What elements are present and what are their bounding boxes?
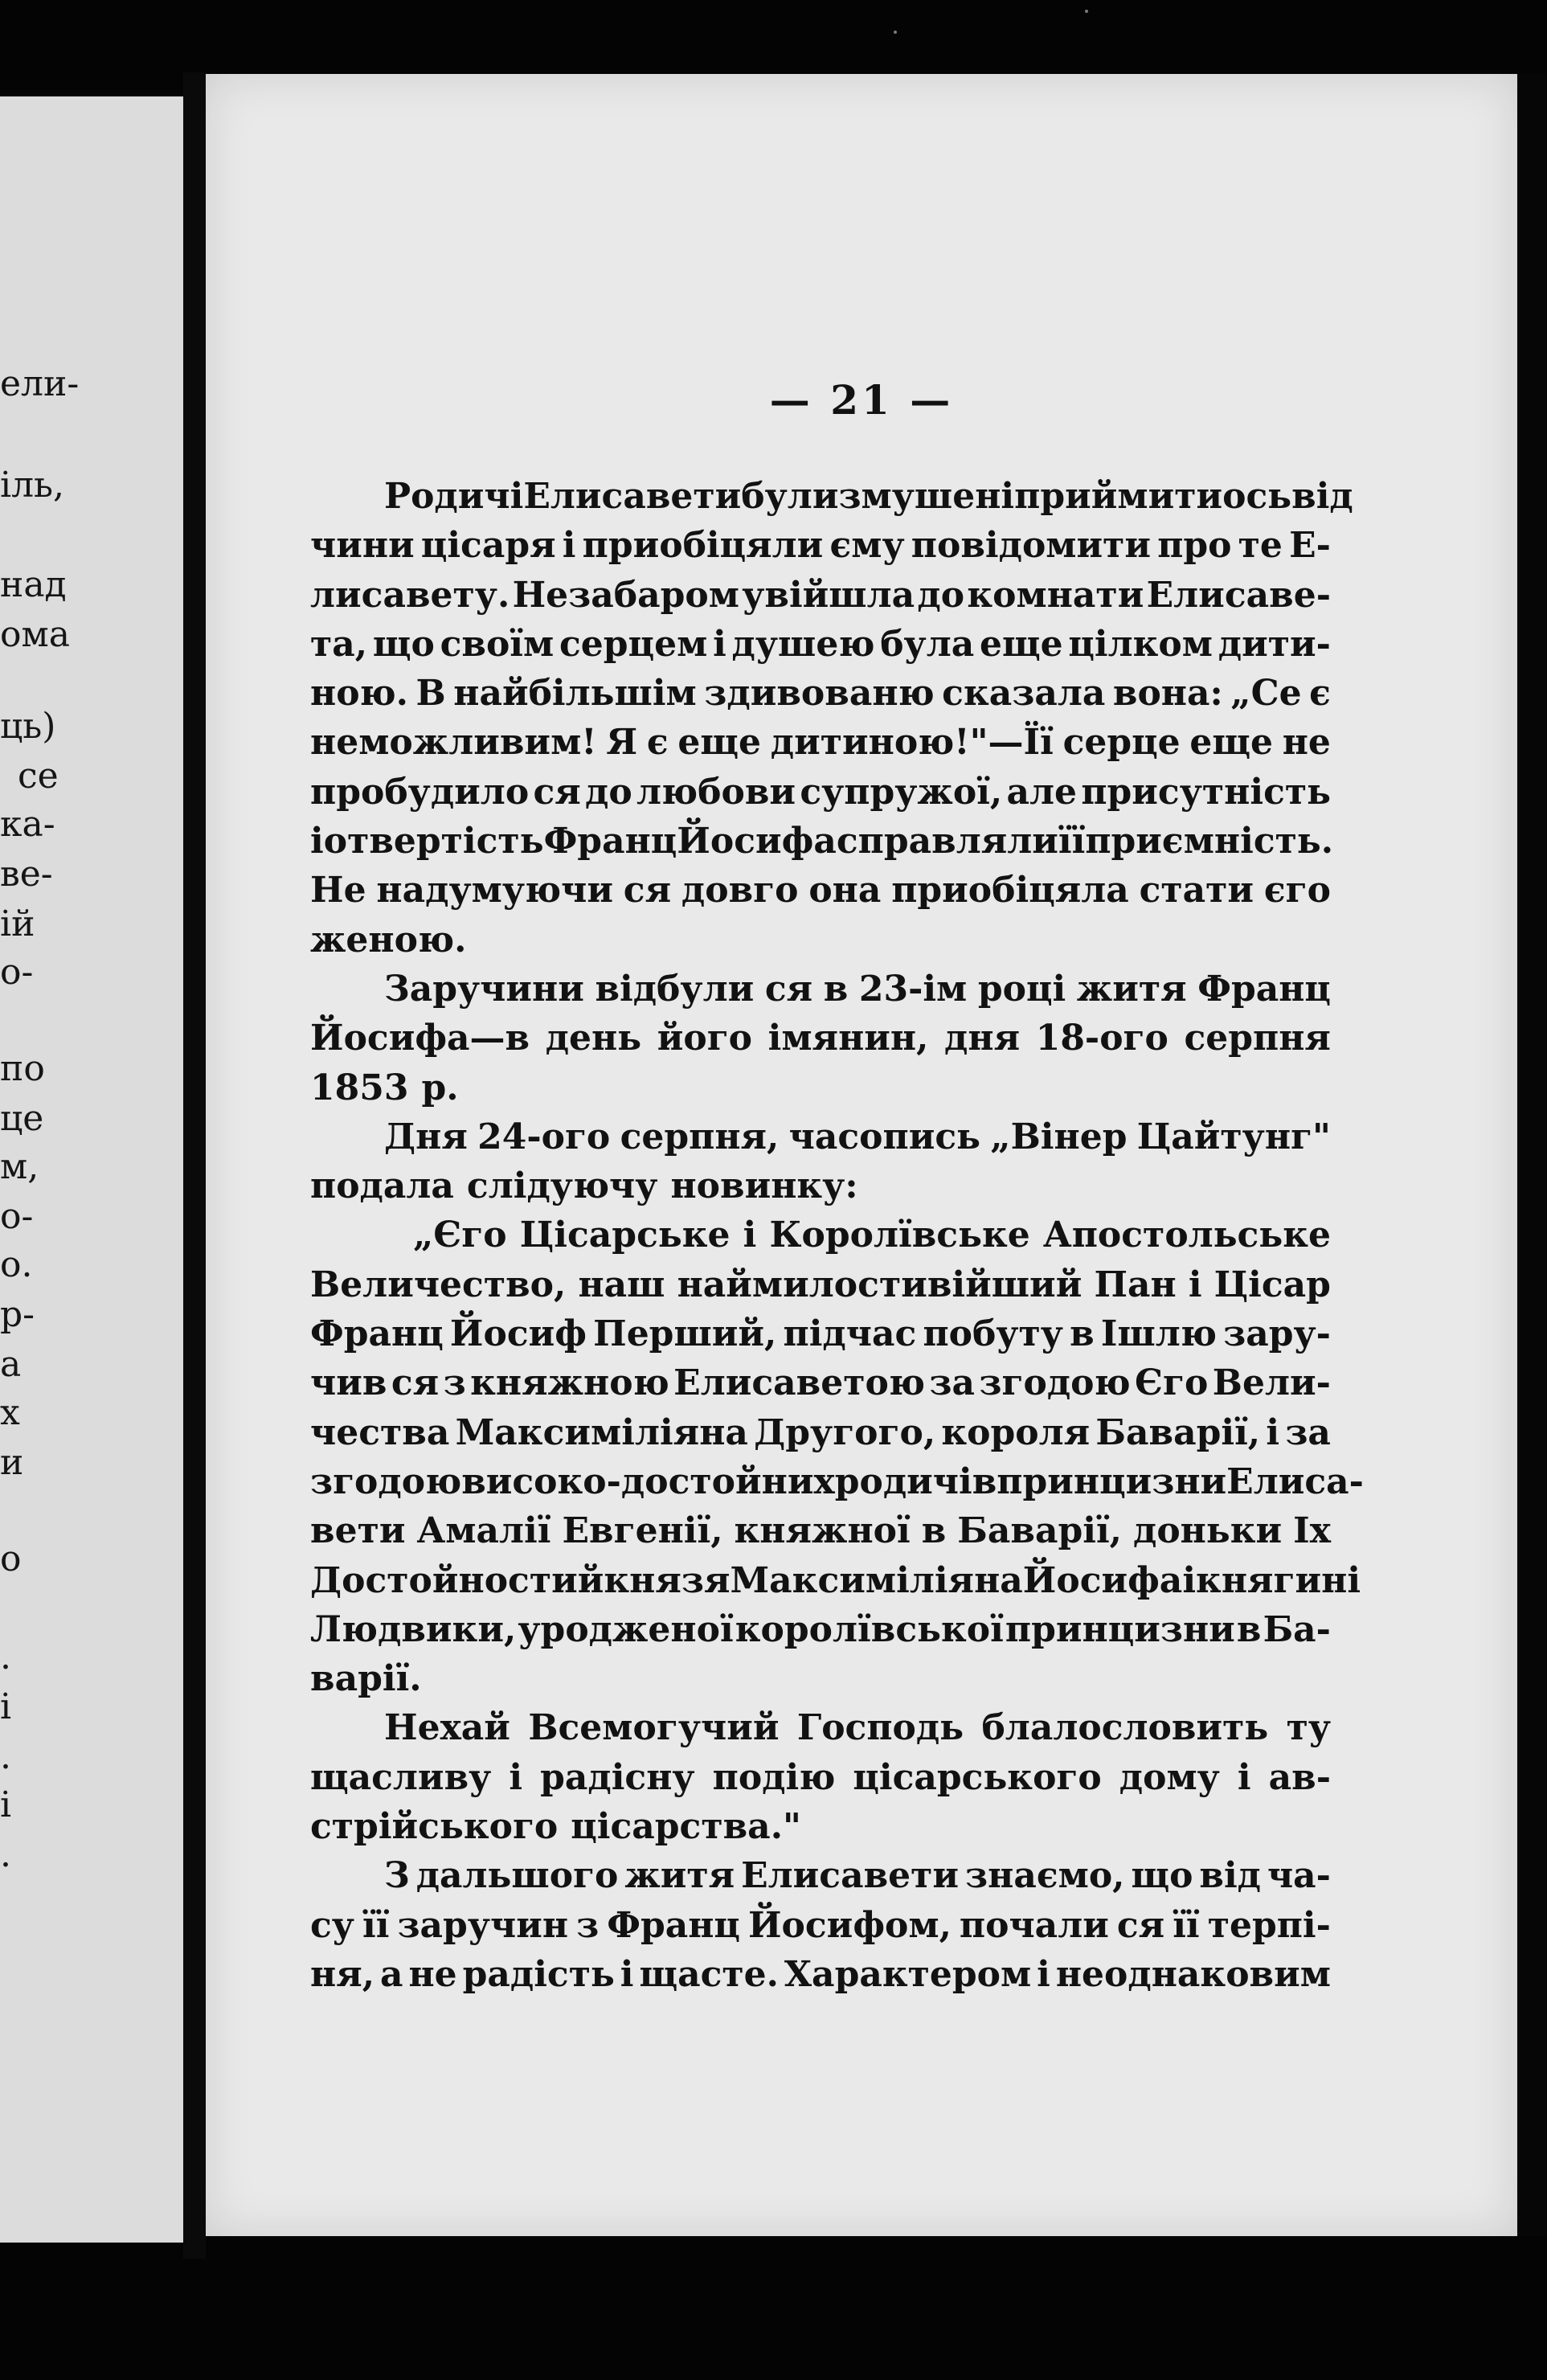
text-line: варії.	[310, 1658, 422, 1700]
adjacent-page-fragment: це	[0, 1098, 44, 1139]
adjacent-page-fragment: и	[0, 1442, 24, 1483]
text-line: чества Максиміліяна Другого, короля Баварії, і за	[310, 1411, 1331, 1453]
text-line: Величество, наш наймилостивійший Пан і Цісар	[310, 1264, 1331, 1305]
text-line: згодою високо-достойних родичів принцизни Елиса-	[310, 1460, 1364, 1502]
page-body	[310, 472, 1364, 1999]
text-line: женою.	[310, 919, 467, 961]
adjacent-page-fragment: .	[0, 1834, 11, 1875]
adjacent-page-fragment: ць)	[0, 706, 56, 747]
adjacent-page-fragment: о.	[0, 1244, 33, 1285]
text-line: Заручини відбули ся в 23-ім році житя Франц	[384, 968, 1331, 1010]
adjacent-page-fragment: по	[0, 1048, 45, 1089]
text-line: Не надумуючи ся довго она приобіцяла стати єго	[310, 870, 1331, 911]
adjacent-page-fragment: ка-	[0, 804, 55, 845]
text-line: чив ся з княжною Елисаветою за згодою Єго Вели-	[310, 1362, 1331, 1404]
text-line: ня, а не радість і щасте. Характером і неоднаковим	[310, 1953, 1331, 1995]
adjacent-page-fragment: над	[0, 564, 67, 605]
text-line: Франц Йосиф Перший, підчас побуту в Ішлю зару-	[310, 1313, 1331, 1355]
text-line: чини цісаря і приобіцяли єму повідомити про те Е-	[310, 525, 1331, 567]
adjacent-page-fragment: і	[0, 1686, 12, 1727]
adjacent-page-fragment: м,	[0, 1146, 39, 1187]
text-line: Достойностий князя Максиміліяна Йосифа і княгині	[310, 1559, 1361, 1601]
text-line: 1853 р.	[310, 1067, 459, 1108]
page-number: — 21 —	[769, 376, 954, 424]
text-line: неможливим! Я є еще дитиною!"—Її серце еще не	[310, 722, 1331, 764]
adjacent-page-fragment: ома	[0, 614, 70, 655]
text-line: і отвертість Франц Йосифа справляли її приємність.	[310, 821, 1334, 862]
scan-speck	[1085, 10, 1088, 13]
text-line: стрійського цісарства."	[310, 1806, 801, 1848]
adjacent-page-fragment: а	[0, 1344, 22, 1385]
text-line: подала слідуючу новинку:	[310, 1165, 858, 1207]
adjacent-page-fragment: о-	[0, 1196, 34, 1237]
adjacent-page-fragment: р-	[0, 1294, 35, 1335]
adjacent-page-fragment: і	[0, 1784, 12, 1825]
text-line: лисавету. Незабаром увійшла до комнати Елисаве-	[310, 574, 1331, 616]
text-line: ною. В найбільшім здивованю сказала вона: „Се є	[310, 673, 1331, 715]
scan-border	[1517, 74, 1547, 2236]
adjacent-page-fragment: іль,	[0, 465, 64, 506]
text-line: пробудило ся до любови супружої, але присутність	[310, 771, 1331, 813]
book-gutter	[183, 72, 206, 2259]
adjacent-page-fragment: ели-	[0, 363, 80, 404]
adjacent-page-fragment: ій	[0, 903, 35, 944]
text-line: вети Амалії Евгенії, княжної в Баварії, доньки Іх	[310, 1510, 1331, 1552]
text-line: Йосифа—в день його імянин, дня 18-ого серпня	[310, 1018, 1331, 1059]
text-line: су її заручин з Франц Йосифом, почали ся її терпі-	[310, 1904, 1331, 1946]
adjacent-page-fragment: о	[0, 1538, 22, 1579]
text-line: „Єго Цісарське і Королївське Апостольське	[413, 1215, 1331, 1256]
adjacent-page-fragment: се	[18, 756, 59, 797]
text-line: Нехай Всемогучий Господь блалословить ту	[384, 1707, 1331, 1749]
adjacent-page-fragment: ве-	[0, 854, 53, 895]
book-page	[206, 74, 1517, 2236]
text-line: Дня 24-ого серпня, часопись „Вінер Цайтунг"	[384, 1116, 1331, 1157]
adjacent-page-fragment: о-	[0, 952, 34, 993]
adjacent-page-edge	[0, 96, 186, 2243]
text-line: Людвики, уродженої королївської принцизни в Ба-	[310, 1608, 1331, 1650]
text-line: та, що своїм серцем і душею була еще цілком дити-	[310, 623, 1331, 665]
scan-speck	[894, 31, 897, 34]
adjacent-page-fragment: .	[0, 1736, 11, 1777]
adjacent-page-fragment: .	[0, 1637, 11, 1677]
adjacent-page-fragment: х	[0, 1392, 20, 1433]
text-line: щасливу і радісну подію цісарського дому і ав-	[310, 1756, 1331, 1798]
text-line: З дальшого житя Елисавети знаємо, що від ча-	[384, 1855, 1331, 1897]
text-line: Родичі Елисавети були змушені приймити осьвід	[384, 476, 1353, 517]
